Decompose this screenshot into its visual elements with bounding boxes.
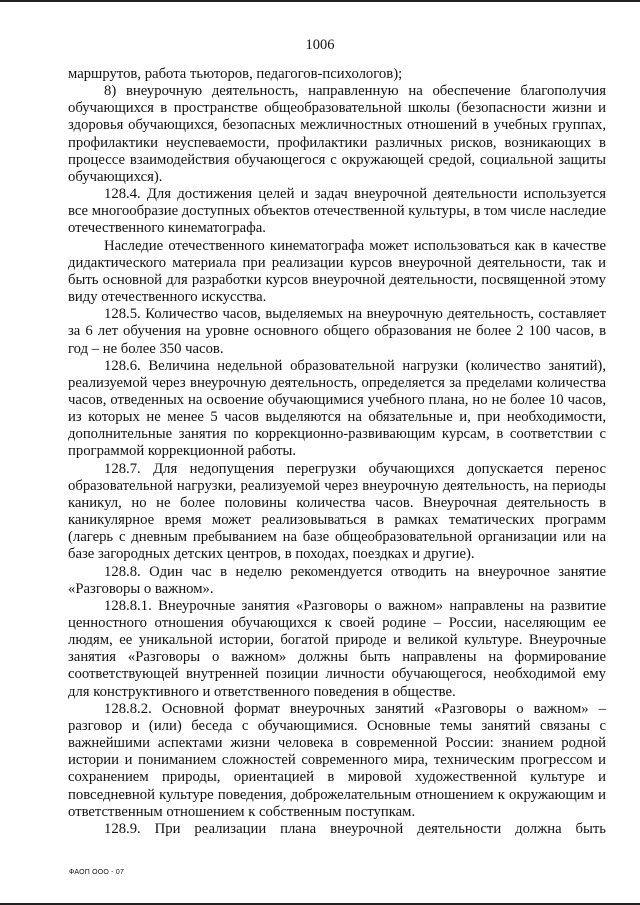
paragraph-cinema-heritage: Наследие отечественного кинематографа может использоваться как в качестве дидактического материала при реализации курсов внеурочной деятельности, так и быть основной для разработки курсов внеурочной деятельности, посвященной этому виду отечественного искусства.	[68, 237, 606, 306]
paragraph-128-6: 128.6. Величина недельной образовательной нагрузки (количество занятий), реализуемой через внеурочную деятельность, определяется за пределами количества часов, отведенных на освоение обучающимися учебного плана, но не более 10 часов, из которых не менее 5 часов выделяются на обязательные и, при необходимости, дополнительные занятия по коррекционно-развивающим курсам, в соответствии с программой коррекционной работы.	[68, 357, 606, 460]
document-body	[68, 66, 606, 838]
paragraph-128-8-1: 128.8.1. Внеурочные занятия «Разговоры о важном» направлены на развитие ценностного отношения обучающихся к своей родине – России, населяющим ее людям, ее уникальной истории, богатой природе и великой культуре. Внеурочные занятия «Разговоры о важном» должны быть направлены на формирование соответствующей внутренней позиции личности обучающегося, необходимой ему для конструктивного и ответственного поведения в обществе.	[68, 597, 606, 700]
top-scan-edge	[0, 0, 640, 2]
paragraph-continuation: маршрутов, работа тьюторов, педагогов-психологов);	[68, 66, 403, 82]
paragraph-128-5: 128.5. Количество часов, выделяемых на внеурочную деятельность, составляет за 6 лет обучения на уровне основного общего образования не более 2 100 часов, в год – не более 350 часов.	[68, 306, 606, 357]
paragraph-128-7: 128.7. Для недопущения перегрузки обучающихся допускается перенос образовательной нагрузки, реализуемой через внеурочную деятельность, на периоды каникул, но не более половины количества часов. Внеурочная деятельность в каникулярное время может реализовываться в рамках тематических программ (лагерь с дневным пребыванием на базе общеобразовательной организации или на базе загородных детских центров, в походах, поездках и другие).	[68, 460, 606, 563]
paragraph-item-8: 8) внеурочную деятельность, направленную на обеспечение благополучия обучающихся в пространстве общеобразовательной школы (безопасности жизни и здоровья обучающихся, безопасных межличностных отношений в учебных группах, профилактики неуспеваемости, профилактики различных рисков, возникающих в процессе взаимодействия обучающегося с окружающей средой, социальной защиты обучающихся).	[68, 83, 606, 185]
footer-document-code: ФАОП ООО - 07	[69, 869, 125, 876]
paragraph-128-9: 128.9. При реализации плана внеурочной деятельности должна быть	[104, 820, 606, 837]
page-number: 1006	[305, 37, 335, 53]
paragraph-128-8-2: 128.8.2. Основной формат внеурочных занятий «Разговоры о важном» – разговор и (или) беседа с обучающимися. Основные темы занятий связаны с важнейшими аспектами жизни человека в современной России: знанием родной истории и пониманием сложностей современного мира, техническим прогрессом и сохранением природы, ориентацией в мировой художественной культуре и повседневной культуре поведения, доброжелательным отношением к окружающим и ответственным отношением к собственным поступкам.	[68, 700, 606, 820]
paragraph-128-8: 128.8. Один час в неделю рекомендуется отводить на внеурочное занятие «Разговоры о важном».	[68, 563, 606, 597]
paragraph-128-4: 128.4. Для достижения целей и задач внеурочной деятельности используется все многообразие доступных объектов отечественной культуры, в том числе наследие отечественного кинематографа.	[68, 186, 606, 237]
